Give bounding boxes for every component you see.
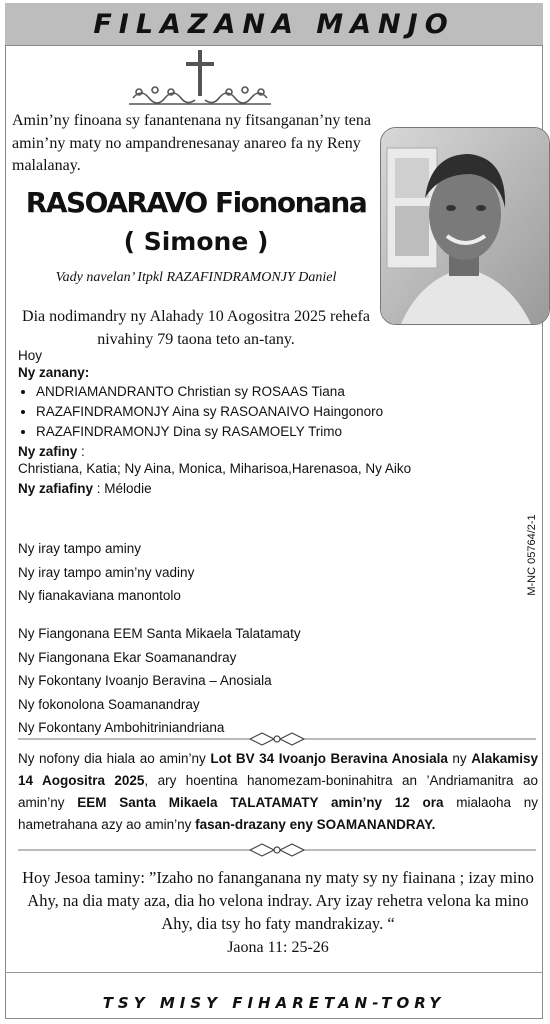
list-item: Ny Fiangonana Ekar Soamanandray [18,649,237,665]
deceased-nickname: ( Simone ) [123,227,269,256]
family-section: Hoy Ny zanany: • ANDRIAMANDRANTO Christian sy ROSAAS Tiana • RAZAFINDRAMONJY Aina sy RASOANAIVO Haingonoro • RAZAFINDRAMONJY Dina sy RASAMOELY Trimo Ny zafiny : Christiana, Katia; Ny Aina, Monica, Miharisoa,Harenasoa, Ny Aiko Ny zafiafiny : Mélodie [18,347,518,497]
great-grandchildren-label: Ny zafiafiny [18,481,94,496]
church-time-text: EEM Santa Mikaela TALATAMATY amin’ny 12 ora [77,795,444,810]
communities-list [18,622,438,740]
bible-verse: Hoy Jesoa taminy: ”Izaho no fananganana ny maty sy ny fiainana ; izay mino Ahy, na dia maty aza, dia ho velona indray. Ary izay rehetra velona ka mino Ahy, dia tsy ho faty mandrakizay. “ [22,868,534,933]
list-item: Ny fianakaviana manontolo [18,588,181,603]
children-list [18,383,518,440]
list-item: • RAZAFINDRAMONJY Aina sy RASOANAIVO Haingonoro [36,403,518,420]
list-item: • RAZAFINDRAMONJY Dina sy RASAMOELY Trimo [36,423,518,440]
deceased-name: RASOARAVO Fiononana [25,186,367,219]
divider-ornament-icon [18,731,536,747]
intro-text: Amin’ny finoana sy fanantenana ny fitsanganan’ny tena amin’ny maty no ampandrenesanay anareo fa ny Reny malalanay. [12,112,371,174]
grandchildren-label: Ny zafiny [18,444,78,459]
spouse-line: Vady navelan’ Itpkl RAZAFINDRAMONJY Daniel [55,270,337,285]
location-text: Lot BV 34 Ivoanjo Beravina Anosiala [210,751,448,766]
list-item: Ny Fokontany Ivoanjo Beravina – Anosiala [18,673,272,688]
header-bar [5,3,543,46]
funeral-details: Ny nofony dia hiala ao amin’ny Lot BV 34 Ivoanjo Beravina Anosiala ny Alakamisy 14 Aogositra 2025, ary hoentina hanomezam-boninahitra an ’Andriamanitra ao amin’ny EEM Santa Mikaela TALATAMATY amin’ny 12 ora mialaoha ny hametrahana azy ao amin’ny fasan-drazany eny SOAMANANDRAY. [18,751,538,832]
portrait-photo [380,127,550,325]
death-notice: Dia nodimandry ny Alahady 10 Aogositra 2025 rehefa nivahiny 79 taona teto an-tany. [22,308,370,348]
relatives-list [18,537,418,608]
footer-divider [5,972,543,973]
great-grandchildren-names: Mélodie [104,481,152,496]
list-item: Ny iray tampo aminy [18,541,142,556]
list-item: Ny Fokontany Ambohitriniandriana [18,720,225,735]
list-item: • ANDRIAMANDRANTO Christian sy ROSAAS Tiana [36,383,518,400]
footer-text: TSY MISY FIHARETAN-TORY [102,994,446,1012]
grandchildren-names: Christiana, Katia; Ny Aina, Monica, Miharisoa,Harenasoa, Ny Aiko [18,461,412,476]
burial-place-text: fasan-drazany eny SOAMANANDRAY. [195,817,436,832]
cross-ornament-icon [125,48,275,110]
list-item: Ny fokonolona Soamanandray [18,696,200,712]
list-item: Ny Fiangonana EEM Santa Mikaela Talatamaty [18,626,301,641]
reference-code: M-NC 05764/2-1 [526,514,538,596]
list-item: Ny iray tampo amin’ny vadiny [18,564,195,580]
date-text: Alakamisy 14 Aogositra 2025 [18,751,538,788]
divider-ornament-icon [18,842,536,858]
children-label: Ny zanany: [18,365,90,380]
hoy-label: Hoy [18,348,43,363]
header-title: FILAZANA MANJO [93,8,455,40]
verse-reference: Jaona 11: 25-26 [227,939,329,956]
